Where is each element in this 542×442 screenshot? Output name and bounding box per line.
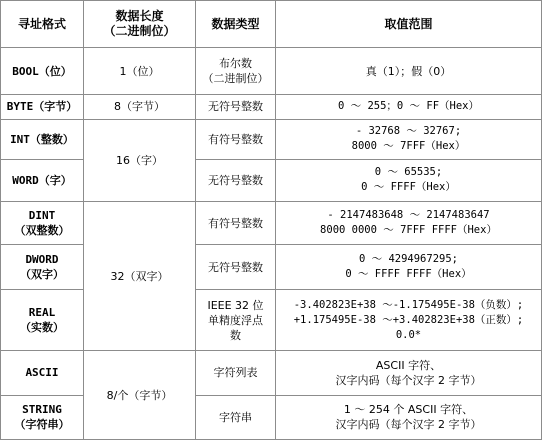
header-address-format: 寻址格式 (1, 1, 84, 48)
cell-length-32: 32（双字） (84, 202, 196, 351)
cell-range-ascii: ASCII 字符、 汉字内码（每个汉字 2 字节） (276, 351, 542, 395)
header-value-range: 取值范围 (276, 1, 542, 48)
header-data-type: 数据类型 (196, 1, 276, 48)
cell-range-real: -3.402823E+38 ～-1.175495E-38（负数）; +1.175495E-38 ～+3.402823E+38（正数）; 0.0* (276, 289, 542, 350)
cell-type-ascii: 字符列表 (196, 351, 276, 395)
cell-format-word: WORD（字） (1, 159, 84, 201)
cell-range-dword: 0 ～ 4294967295; 0 ～ FFFF FFFF（Hex） (276, 245, 542, 289)
cell-length-8-per-char: 8/个（字节） (84, 351, 196, 440)
table-row-ascii (1, 351, 542, 395)
table-row-dword (1, 245, 542, 289)
cell-type-string: 字符串 (196, 395, 276, 439)
cell-type-dint: 有符号整数 (196, 202, 276, 245)
cell-range-dint: - 2147483648 ～ 2147483647 8000 0000 ～ 7FFF FFFF（Hex） (276, 202, 542, 245)
cell-format-dint: DINT （双整数） (1, 202, 84, 245)
cell-range-byte: 0 ～ 255；0 ～ FF（Hex） (276, 95, 542, 119)
cell-type-dword: 无符号整数 (196, 245, 276, 289)
cell-range-word: 0 ～ 65535; 0 ～ FFFF（Hex） (276, 159, 542, 201)
table-row-real (1, 289, 542, 350)
table-row-string (1, 395, 542, 439)
cell-format-ascii: ASCII (1, 351, 84, 395)
cell-length-byte: 8（字节） (84, 95, 196, 119)
header-row (1, 1, 542, 48)
cell-type-int: 有符号整数 (196, 119, 276, 159)
table-row-word (1, 159, 542, 201)
table-row-dint (1, 202, 542, 245)
table-row-bool (1, 48, 542, 95)
cell-range-string: 1 ～ 254 个 ASCII 字符、 汉字内码（每个汉字 2 字节） (276, 395, 542, 439)
table-row-int (1, 119, 542, 159)
cell-format-dword: DWORD （双字） (1, 245, 84, 289)
cell-format-int: INT（整数） (1, 119, 84, 159)
cell-type-real: IEEE 32 位 单精度浮点 数 (196, 289, 276, 350)
cell-format-real: REAL （实数） (1, 289, 84, 350)
cell-type-byte: 无符号整数 (196, 95, 276, 119)
header-data-length: 数据长度 （二进制位） (84, 1, 196, 48)
table-row-byte (1, 95, 542, 119)
cell-range-bool: 真（1）；假（0） (276, 48, 542, 95)
cell-range-int: - 32768 ～ 32767; 8000 ～ 7FFF（Hex） (276, 119, 542, 159)
cell-length-16: 16（字） (84, 119, 196, 202)
cell-format-string: STRING （字符串） (1, 395, 84, 439)
cell-format-byte: BYTE（字节） (1, 95, 84, 119)
cell-type-word: 无符号整数 (196, 159, 276, 201)
cell-format-bool: BOOL（位） (1, 48, 84, 95)
cell-length-bool: 1（位） (84, 48, 196, 95)
cell-type-bool: 布尔数 （二进制位） (196, 48, 276, 95)
